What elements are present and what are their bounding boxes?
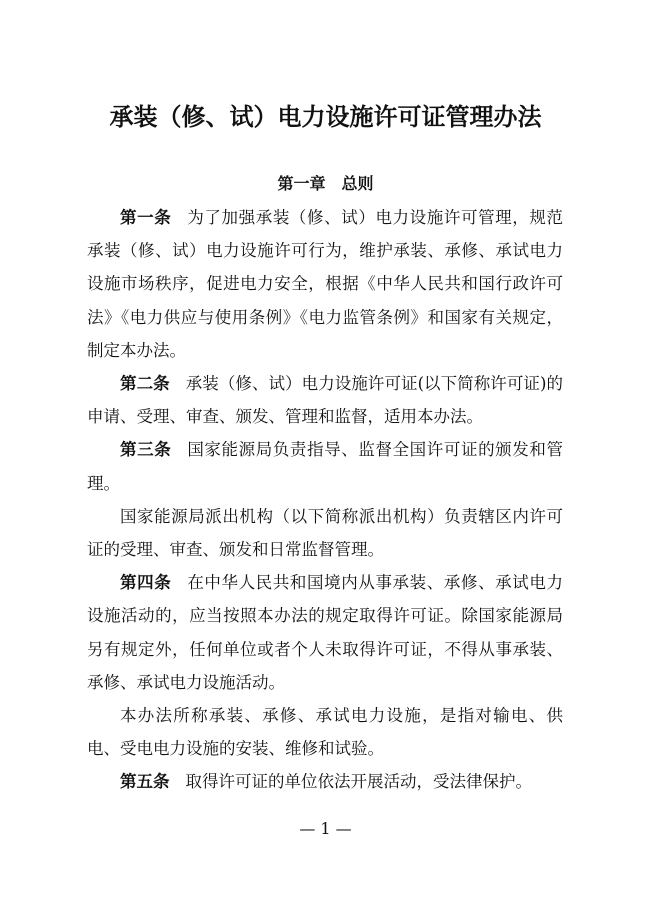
- article-number: 第二条: [120, 374, 170, 394]
- paragraph-article-3: [87, 433, 563, 499]
- paragraph-text: 国家能源局负责指导、监督全国许可证的颁发和管理。: [87, 440, 564, 493]
- paragraph-text: 本办法所称承装、承修、承试电力设施，是指对输电、供电、受电电力设施的安装、维修和试验。: [87, 706, 563, 759]
- document-body: [87, 201, 563, 799]
- article-number: 第四条: [120, 573, 172, 593]
- paragraph-text: 为了加强承装（修、试）电力设施许可管理，规范承装（修、试）电力设施许可行为，维护承装、承修、承试电力设施市场秩序，促进电力安全，根据《中华人民共和国行政许可法》《电力供应与使用条例》《电力监管条例》和国家有关规定，制定本办法。: [87, 208, 564, 360]
- paragraph-article-2: [87, 367, 563, 433]
- article-number: 第五条: [120, 772, 170, 792]
- paragraph-article-4: [87, 566, 563, 699]
- paragraph-article-3-continued: [87, 500, 563, 566]
- paragraph-text: 在中华人民共和国境内从事承装、承修、承试电力设施活动的，应当按照本办法的规定取得许可证。除国家能源局另有规定外，任何单位或者个人未取得许可证，不得从事承装、承修、承试电力设施活动。: [87, 573, 564, 692]
- chapter-heading: 第一章 总则: [277, 174, 374, 193]
- paragraph-text: 承装（修、试）电力设施许可证(以下简称许可证)的申请、受理、审查、颁发、管理和监督，适用本办法。: [87, 374, 563, 427]
- article-number: 第三条: [120, 440, 172, 460]
- paragraph-article-1: [87, 201, 563, 367]
- paragraph-article-4-continued: [87, 699, 563, 765]
- paragraph-article-5: [87, 765, 563, 798]
- paragraph-text: 国家能源局派出机构（以下简称派出机构）负责辖区内许可证的受理、审查、颁发和日常监督管理。: [87, 506, 563, 560]
- page-number: — 1 —: [299, 819, 352, 838]
- paragraph-text: 取得许可证的单位依法开展活动，受法律保护。: [185, 772, 532, 792]
- article-number: 第一条: [120, 208, 172, 227]
- document-title: 承装（修、试）电力设施许可证管理办法: [109, 103, 542, 131]
